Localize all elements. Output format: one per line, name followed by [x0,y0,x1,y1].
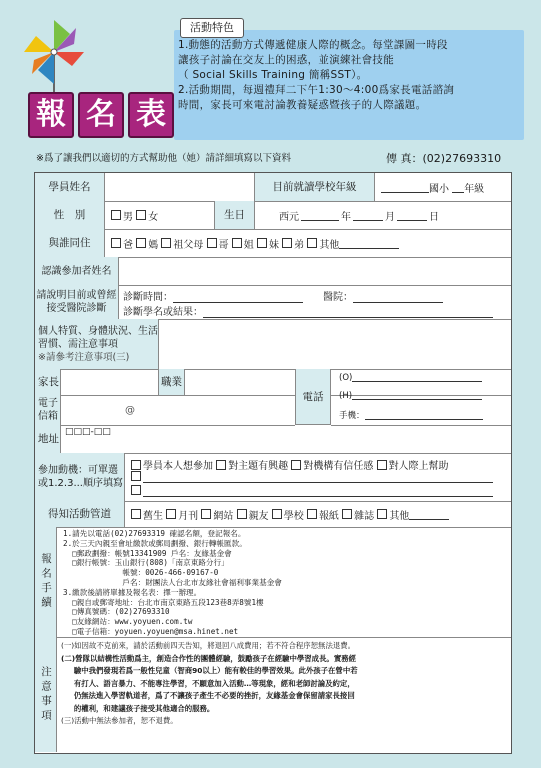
motive-option: 對主題有興趣 [228,461,289,472]
cohabit-option: 祖父母 [173,239,204,251]
procedure-line: 2.於三天內親至會址繳款或郵局劃撥、銀行轉帳匯款。 [63,538,247,548]
logo-char: 報 [28,92,74,138]
checkbox-channel[interactable] [377,509,387,519]
row-notes [35,637,511,752]
parent-field[interactable] [61,369,159,395]
checkbox-cohabit[interactable] [232,238,242,248]
procedure-line: □電子信箱：yoyuen.yoyuen@msa.hinet.net [63,626,239,636]
channel-option: 學校 [283,510,304,522]
row-channel [35,501,511,528]
checkbox-channel[interactable] [166,509,176,519]
birthday-era: 西元 [279,211,299,223]
traits-note: ※請參考注意事項(三) [38,351,130,363]
fax-number: (02)27693310 [422,152,502,165]
checkbox-channel[interactable] [272,509,282,519]
notes-line: (一)如因故不克前來，請於活動前四天告知，將退回八成費用；若不符合程序恕無法退費。 [61,641,356,650]
cohabit-option: 爸 [123,239,133,251]
phone-office: (O) [339,373,353,383]
feature-tag: 活動特色 [180,18,244,38]
checkbox-cohabit[interactable] [282,238,292,248]
row-procedure [35,527,511,638]
birthday-year: 年 [341,211,351,223]
procedure-line: □親自或郵寄地址：台北市南京東路五段123巷8弄8號1樓 [63,597,264,607]
gender-option: 女 [148,211,159,223]
feature-line: 1.動態的活動方式傳遞健康人際的概念。每堂課圖一時段 [178,39,448,51]
checkbox-motive[interactable] [377,460,387,470]
procedure-line: □傳真號碼：(02)27693310 [63,607,170,617]
address-field[interactable] [61,425,511,453]
cohabit-options [105,229,511,257]
row-gender [35,201,511,230]
row-address [35,425,511,454]
phone-label: 電話 [295,369,331,425]
email-field[interactable] [61,395,295,425]
motive-option: 對人際上幫助 [388,461,449,472]
checkbox-channel[interactable] [131,509,141,519]
motive-label: 參加動機：可單選或1.2.3...順序填寫 [35,453,125,501]
school-grade-field[interactable] [375,173,511,201]
notice-text: ※爲了讓我們以適切的方式幫助他（她）請詳細填寫以下資料 [36,153,291,164]
notes-line: 有打人、語言暴力、不能專注學習，不願意加入活動…等現象，經和老師討論及約定， [61,678,355,688]
motive-option: 對機構有信任感 [303,461,374,472]
channel-option: 月刊 [178,510,199,522]
diagnosis-field[interactable] [119,285,511,319]
channel-option: 舊生 [143,510,163,522]
email-label: 電子信箱 [35,395,61,425]
procedure-text [57,527,511,637]
traits-field[interactable] [159,319,511,369]
cohabit-label: 與誰同住 [35,229,105,257]
procedure-line: □郵政劃撥：帳號13341909 戶名：友緣基金會 [63,548,232,558]
checkbox-channel[interactable] [237,509,247,519]
logo-char: 名 [78,92,124,138]
checkbox-motive[interactable] [131,460,141,470]
student-name-label: 學員姓名 [35,173,105,201]
acquaint-field[interactable] [119,257,511,285]
channel-option: 網站 [213,510,234,522]
school-grade-label: 目前就讀學校年級 [255,173,375,201]
motive-option: 學員本人想參加 [143,461,213,472]
row-name [35,173,511,202]
row-cohabit [35,229,511,258]
notes-text [57,637,511,752]
procedure-label-cell [35,527,57,637]
checkbox-cohabit[interactable] [136,238,146,248]
fax-label: 傳 真： [386,152,423,165]
phone-home: (H) [339,391,353,401]
procedure-line: 帳號：0026-466-09167-0 [63,568,219,578]
diagnosis-label: 請說明目前或曾經接受醫院診斷 [35,285,119,319]
feature-line: 2.活動期間，每週禮拜二下午1:30～4:00爲家長電話諮詢 [178,84,455,96]
address-label: 地址 [35,425,61,453]
occupation-label: 職業 [159,369,185,395]
gender-option: 男 [123,211,133,223]
procedure-line: □銀行帳號：玉山銀行(808)「南京東路分行」 [63,558,229,568]
pinwheel-icon [18,14,90,94]
diagnosis-name: 診斷學名或結果： [123,307,203,318]
checkbox-male[interactable] [111,210,121,220]
checkbox-cohabit[interactable] [111,238,121,248]
registration-form [34,172,512,754]
procedure-label: 報名手續 [40,553,52,611]
feature-line: 時間，家長可來電討論教養疑惑暨孩子的人際議題。 [178,99,427,111]
checkbox-channel[interactable] [201,509,211,519]
birthday-day: 日 [429,211,439,223]
channel-options [125,501,511,527]
phone-field[interactable] [331,369,511,426]
row-acquaint [35,257,511,286]
row-motive [35,453,511,502]
checkbox-channel[interactable] [307,509,317,519]
channel-option: 其他 [389,510,410,522]
notes-line: 的權利，和建議孩子接受其他適合的服務。 [61,703,215,713]
feature-text [178,38,522,113]
occupation-field[interactable] [185,369,295,395]
school-suffix: 國小 [429,183,449,195]
acquaint-label: 認識參加者姓名 [35,257,119,285]
feature-line: 讓孩子討論在交友上的困惑，並演練社會技能 [178,54,394,66]
parent-label: 家長 [35,369,61,395]
procedure-line: 1.請先以電話(02)27693319 確認名額，登記報名。 [63,529,246,538]
notes-line: 驗中我們發現若爲一般性兒童（智商90以上）能有較佳的學習效果。此外孩子在營中若 [61,666,358,675]
checkbox-cohabit[interactable] [161,238,171,248]
procedure-line: 戶名：財團法人台北市友緣社會福利事業基金會 [63,577,282,587]
hospital-label: 醫院： [323,292,353,303]
checkbox-motive[interactable] [291,460,301,470]
traits-label: 個人特質、身體狀況、生活習慣、需注意事項 [38,325,158,350]
gender-label: 性 別 [35,201,105,229]
motive-options [125,453,511,501]
cohabit-option: 其他 [319,239,340,251]
checkbox-cohabit[interactable] [307,238,317,248]
checkbox-motive-other[interactable] [131,485,141,495]
channel-option: 親友 [248,510,269,522]
header [0,0,541,165]
procedure-line: □友緣網站：www.yoyuen.com.tw [63,617,193,627]
traits-label-cell [35,319,159,369]
gender-options [105,201,215,229]
logo-char: 表 [128,92,174,138]
cohabit-option: 妹 [268,239,279,251]
student-name-field[interactable] [105,173,255,201]
procedure-line: 3.繳款後請將單據及報名表：擇一辦理。 [63,587,202,597]
fax-info [386,150,501,166]
notes-label-cell [35,637,57,752]
cohabit-option: 姐 [243,239,254,251]
birthday-label: 生日 [215,201,255,229]
row-traits [35,319,511,370]
checkbox-motive-other[interactable] [131,471,141,481]
row-email [35,395,295,426]
notes-line: (三)活動中無法參加者，恕不退費。 [61,716,178,725]
notes-line: (二)營隊以結構性活動爲主，創造合作性的團體經驗，鼓勵孩子在經驗中學習成長。實務經 [61,653,356,663]
birthday-field[interactable] [255,201,511,229]
form-logo [28,92,174,138]
cohabit-option: 哥 [218,239,229,251]
phone-mobile: 手機： [339,411,365,421]
checkbox-cohabit[interactable] [207,238,217,248]
checkbox-cohabit[interactable] [257,238,267,248]
channel-option: 雜誌 [354,510,375,522]
notes-label: 注意事項 [40,665,52,724]
birthday-month: 月 [385,211,395,223]
cohabit-option: 弟 [294,239,305,251]
channel-label: 得知活動管道 [35,501,125,527]
cohabit-option: 媽 [148,239,159,251]
feature-line: （ Social Skills Training 簡稱SST）。 [178,69,368,81]
diagnosis-time: 診斷時間： [123,292,173,303]
grade-suffix: 年級 [464,183,485,195]
email-at: @ [125,404,135,416]
checkbox-channel[interactable] [342,509,352,519]
row-diagnosis [35,285,511,320]
address-postal: □□□-□□ [65,427,111,437]
notes-line: 仍無法進入學習軌道者，爲了不讓孩子產生不必要的挫折，友緣基金會保留請家長接回 [61,691,355,700]
checkbox-female[interactable] [136,210,146,220]
checkbox-motive[interactable] [216,460,226,470]
channel-option: 報紙 [318,510,339,522]
